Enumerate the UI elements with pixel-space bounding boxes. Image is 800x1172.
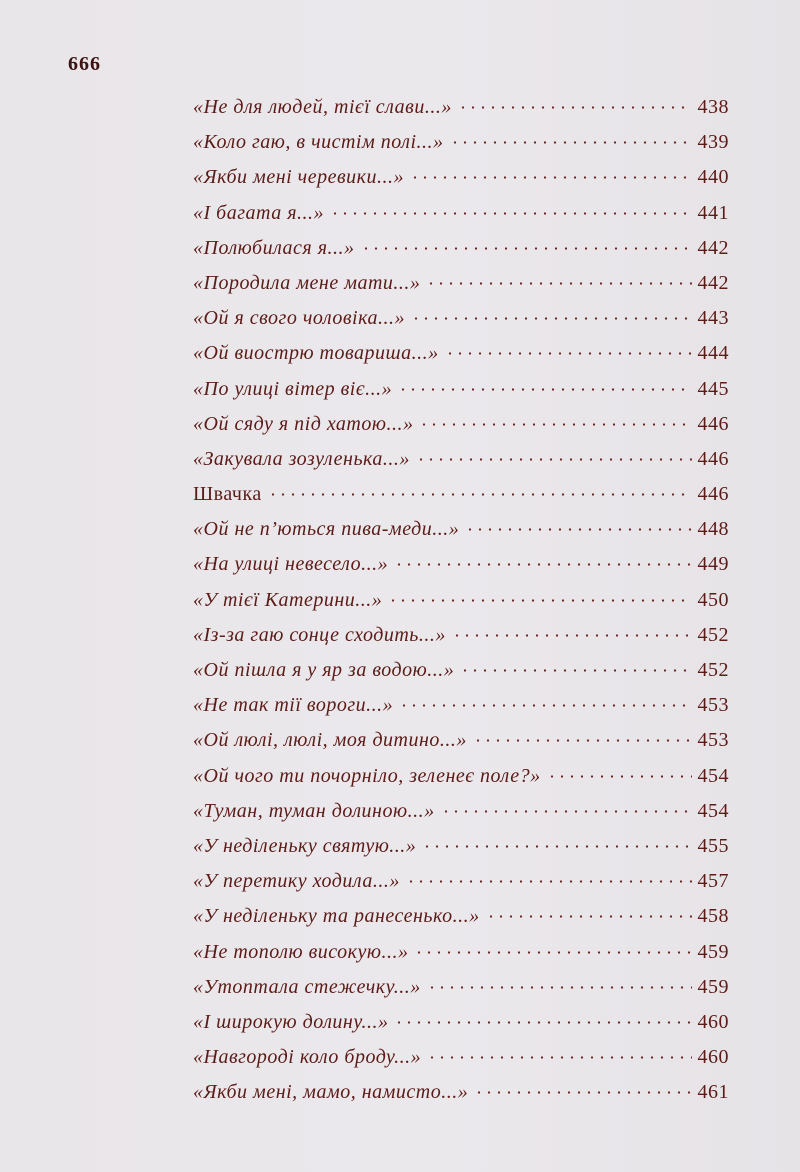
table-of-contents (193, 90, 729, 1110)
entry-page-number: 457 (697, 870, 729, 893)
entry-page-number: 460 (697, 1010, 729, 1033)
dot-leader (416, 458, 692, 461)
toc-entry[interactable] (193, 970, 729, 1005)
entry-page-number: 460 (697, 1046, 729, 1069)
dot-leader (330, 212, 691, 215)
toc-entry[interactable] (193, 547, 729, 582)
entry-title: «Ой пішла я у яр за водою...» (193, 659, 455, 681)
dot-leader (419, 423, 691, 426)
toc-entry[interactable] (193, 301, 729, 336)
entry-page-number: 442 (697, 236, 729, 259)
dot-leader (460, 669, 691, 672)
entry-title: «Коло гаю, в чистім полі...» (193, 131, 444, 154)
entry-title: «Ой чого ти почорніло, зеленеє поле?» (193, 764, 541, 787)
dot-leader (388, 599, 691, 602)
entry-title: «Якби мені черевики...» (193, 166, 405, 189)
entry-title: «Навгороді коло броду...» (193, 1046, 422, 1069)
entry-page-number: 461 (697, 1081, 729, 1104)
dot-leader (398, 388, 691, 391)
toc-entry[interactable] (193, 864, 729, 899)
entry-title: «І широкую долину...» (193, 1010, 389, 1033)
toc-entry[interactable] (193, 266, 729, 301)
dot-leader (474, 1091, 691, 1094)
toc-entry[interactable] (193, 723, 729, 758)
page-number: 666 (68, 53, 101, 75)
entry-page-number: 442 (697, 271, 729, 294)
entry-title: «І багата я...» (193, 201, 325, 224)
entry-title: «У тієї Катерини...» (193, 588, 383, 611)
entry-title: «Закувала зозуленька...» (193, 447, 410, 470)
toc-entry[interactable] (193, 125, 729, 160)
entry-page-number: 445 (697, 377, 729, 400)
entry-title: «Не тополю високую...» (193, 940, 409, 963)
dot-leader (441, 810, 692, 813)
dot-leader (394, 1021, 691, 1024)
dot-leader (394, 563, 691, 566)
toc-entry[interactable] (193, 196, 729, 231)
entry-page-number: 444 (697, 342, 729, 365)
toc-entry[interactable] (193, 1075, 729, 1110)
dot-leader (410, 176, 691, 179)
toc-entry[interactable] (193, 688, 729, 723)
dot-leader (422, 845, 691, 848)
toc-entry[interactable] (193, 90, 729, 125)
entry-title: «Ой не п’ються пива-меди...» (193, 518, 460, 541)
entry-title: «У неділеньку та ранесенько...» (193, 905, 480, 928)
entry-title: «Не для людей, тієї слави...» (193, 96, 452, 118)
toc-entry[interactable] (193, 618, 729, 653)
toc-entry[interactable] (193, 1040, 729, 1075)
entry-page-number: 453 (697, 694, 729, 717)
entry-page-number: 446 (697, 412, 729, 435)
toc-entry[interactable] (193, 160, 729, 195)
entry-title: «Якби мені, мамо, намисто...» (193, 1081, 469, 1104)
entry-page-number: 452 (697, 623, 729, 646)
dot-leader (411, 317, 692, 320)
toc-entry[interactable] (193, 407, 729, 442)
entry-page-number: 446 (697, 447, 729, 470)
dot-leader (445, 352, 692, 355)
entry-page-number: 439 (697, 131, 729, 154)
entry-page-number: 453 (697, 729, 729, 752)
dot-leader (427, 1056, 691, 1059)
entry-title: «У перетику ходила...» (193, 870, 400, 893)
dot-leader (486, 915, 692, 918)
dot-leader (414, 951, 691, 954)
entry-page-number: 446 (697, 483, 729, 506)
entry-page-number: 459 (697, 940, 729, 963)
entry-page-number: 449 (697, 553, 729, 576)
dot-leader (450, 141, 692, 144)
toc-entry[interactable] (193, 477, 729, 512)
entry-title: «Породила мене мати...» (193, 271, 421, 294)
entry-page-number: 458 (697, 905, 729, 928)
entry-title: «Ой сяду я під хатою...» (193, 412, 414, 435)
entry-page-number: 454 (697, 764, 729, 787)
dot-leader (458, 106, 692, 109)
toc-entry[interactable] (193, 442, 729, 477)
entry-title: «Ой люлі, люлі, моя дитино...» (193, 729, 467, 752)
dot-leader (547, 775, 692, 778)
entry-page-number: 438 (697, 96, 729, 118)
entry-page-number: 450 (697, 588, 729, 611)
entry-title: «Ой я свого чоловіка...» (193, 307, 405, 330)
toc-entry[interactable] (193, 583, 729, 618)
dot-leader (399, 704, 691, 707)
entry-page-number: 440 (697, 166, 729, 189)
toc-entry[interactable] (193, 829, 729, 864)
entry-title: «Ой виострю товариша...» (193, 342, 439, 365)
entry-page-number: 443 (697, 307, 729, 330)
toc-entry[interactable] (193, 231, 729, 266)
entry-title: «Не так тії вороги...» (193, 694, 394, 717)
toc-entry[interactable] (193, 336, 729, 371)
entry-title: «По улиці вітер віє...» (193, 377, 393, 400)
entry-page-number: 441 (697, 201, 729, 224)
dot-leader (361, 247, 692, 250)
entry-title: Швачка (193, 483, 262, 506)
entry-page-number: 448 (697, 518, 729, 541)
dot-leader (268, 493, 692, 496)
toc-entry[interactable] (193, 935, 729, 970)
entry-title: «Із-за гаю сонце сходить...» (193, 623, 446, 646)
dot-leader (452, 634, 692, 637)
toc-entry[interactable] (193, 899, 729, 934)
dot-leader (427, 986, 692, 989)
dot-leader (426, 282, 691, 285)
toc-entry[interactable] (193, 794, 729, 829)
dot-leader (465, 528, 691, 531)
entry-page-number: 455 (697, 834, 729, 857)
entry-title: «У неділеньку святую...» (193, 834, 417, 857)
toc-entry[interactable] (193, 372, 729, 407)
dot-leader (473, 739, 692, 742)
entry-title: «Утоптала стежечку...» (193, 975, 421, 998)
entry-title: «На улиці невесело...» (193, 553, 389, 576)
toc-entry[interactable] (193, 1005, 729, 1040)
entry-page-number: 454 (697, 799, 729, 822)
entry-title: «Полюбилася я...» (193, 236, 355, 259)
entry-page-number: 459 (697, 975, 729, 998)
toc-entry[interactable] (193, 653, 729, 688)
entry-title: «Туман, туман долиною...» (193, 799, 435, 822)
toc-entry[interactable] (193, 512, 729, 547)
dot-leader (406, 880, 692, 883)
entry-page-number: 452 (697, 659, 729, 681)
toc-entry[interactable] (193, 759, 729, 794)
